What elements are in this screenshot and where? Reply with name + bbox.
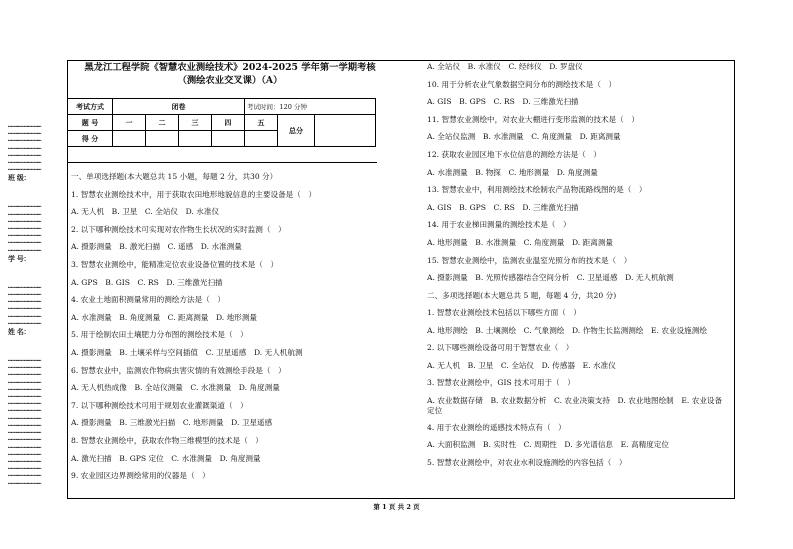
dot-line: ………………………… [8,420,42,428]
options: A. 大面积监测 B. 实时性 C. 周期性 D. 多光谱信息 E. 高精度定位 [427,440,669,450]
dot-line: ………………………… [8,471,42,479]
exam-time: 考试时间：120 分钟 [245,99,376,115]
score-field-5[interactable] [245,131,278,147]
page-number: 第 1 页 共 2 页 [373,503,420,511]
exam-title [75,61,385,87]
dot-line: ………………………… [8,231,42,239]
dot-line: ………………………… [8,143,42,151]
question: 7. 以下哪种测绘技术可用于规划农业灌溉渠道（ ） [71,400,248,410]
options: A. GPS B. GIS C. RS D. 三维激光扫描 [71,277,223,287]
dot-line: ………………………… [8,304,42,312]
dot-line: ………………………… [8,282,42,290]
section-heading-multi-choice: 二、多项选择题(本大题总共 5 题，每题 4 分，共20 分) [427,290,617,300]
left-column [71,168,381,485]
question: 8. 智慧农业测绘中，获取农作物三维模型的技术是（ ） [71,435,263,445]
options: A. 摄影测量 B. 三维激光扫描 C. 地形测量 D. 卫星遥感 [71,418,273,428]
total-score-field[interactable] [315,115,376,147]
question: 3. 智慧农业测绘中，GIS 技术可用于（ ） [427,378,575,388]
dot-line: ………………………… [8,449,42,457]
options: A. 无人机 B. 卫星 C. 全站仪 D. 传感器 E. 水准仪 [427,360,616,370]
question-number-label: 题 号 [68,115,113,131]
question: 4. 农业土地面积测量常用的测绘方法是（ ） [71,295,225,305]
dot-line: ………………………… [8,122,42,129]
dot-line: ………………………… [8,442,42,450]
class-label: 班 级： [8,173,31,183]
question-col-5: 五 [245,115,278,131]
dot-line: ………………………… [8,216,42,224]
header-separator [67,162,377,163]
options: A. 全站仪 B. 水准仪 C. 经纬仪 D. 罗盘仪 [427,62,583,71]
question: 14. 用于农业梯田测量的测绘技术是（ ） [427,220,571,230]
dot-line: ………………………… [8,399,42,407]
dot-line: ………………………… [8,238,42,246]
options: A. 地形测绘 B. 土壤测绘 C. 气象测绘 D. 作物生长监测测绘 E. 农业设施测绘 [427,325,707,335]
score-field-3[interactable] [179,131,212,147]
dot-line: ………………………… [8,456,42,464]
right-column [427,58,727,471]
binding-margin [8,122,58,486]
options: A. 地形测量 B. 水准测量 C. 角度测量 D. 距离测量 [427,237,614,247]
section-heading-single-choice: 一、单项选择题(本大题总共 15 小题，每题 2 分，共30 分） [71,172,278,181]
options: A. 农业数据存储 B. 农业数据分析 C. 农业决策支持 D. 农业地图绘制 E. 农业设备定位 [427,395,723,415]
dot-line: ………………………… [8,202,42,210]
question: 6. 智慧农业中，监测农作物病虫害灾情的有效测绘手段是（ ） [71,365,286,375]
question: 3. 智慧农业测绘中，能精准定位农业设备位置的技术是（ ） [71,259,279,269]
options: A. GIS B. GPS C. RS D. 三维激光扫描 [427,202,579,212]
dot-line: ………………………… [8,392,42,400]
dot-line: ………………………… [8,406,42,414]
question: 2. 以下哪种测绘技术可实现对农作物生长状况的实时监测（ ） [71,224,286,234]
dot-line: ………………………… [8,435,42,443]
dot-line: ………………………… [8,224,42,232]
dot-line: ………………………… [8,209,42,217]
dot-line: ………………………… [8,428,42,436]
dot-line: ………………………… [8,245,42,253]
options: A. 摄影测量 B. 光照传感器结合空间分析 C. 卫星遥感 D. 无人机航测 [427,273,674,283]
options: A. 水准测量 B. 角度测量 C. 距离测量 D. 地形测量 [71,312,258,322]
question: 11. 智慧农业测绘中，对农业大棚进行变形监测的技术是（ ） [427,114,639,124]
options: A. 摄影测量 B. 激光扫描 C. 遥感 D. 水准测量 [71,242,242,252]
options: A. 摄影测量 B. 土壤采样与空间插值 C. 卫星遥感 D. 无人机航测 [71,347,303,357]
dot-line: ………………………… [8,318,42,326]
question-col-4: 四 [212,115,245,131]
options: A. 无人机热成像 B. 全站仪测量 C. 水准测量 D. 角度测量 [71,383,280,393]
question: 4. 用于农业测绘的遥感技术特点有（ ） [427,422,566,432]
score-table [67,98,376,147]
student-id-label: 学 号： [8,253,31,263]
exam-mode-value: 闭卷 [113,99,245,115]
question: 1. 智慧农业测绘技术包括以下哪些方面（ ） [427,308,581,318]
question: 5. 智慧农业测绘中，对农业水利设施测绘的内容包括（ ） [427,457,627,467]
dot-line: ………………………… [8,136,42,144]
question: 12. 获取农业园区地下水位信息的测绘方法是（ ） [427,149,601,159]
question-col-2: 二 [146,115,179,131]
options: A. 激光扫描 B. GPS 定位 C. 水准测量 D. 角度测量 [71,453,261,463]
dot-line: ………………………… [8,363,42,371]
score-field-1[interactable] [113,131,146,147]
total-score-label: 总分 [278,115,315,147]
dot-line: ………………………… [8,384,42,392]
dot-line: ………………………… [8,129,42,137]
dot-line: ………………………… [8,413,42,421]
score-row-label: 得 分 [68,131,113,147]
question: 9. 农业园区边界测绘常用的仪器是（ ） [71,471,210,481]
dot-line: ………………………… [8,158,42,166]
score-field-2[interactable] [146,131,179,147]
question: 5. 用于绘制农田土壤肥力分布图的测绘技术是（ ） [71,330,248,340]
question: 2. 以下哪些测绘设备可用于智慧农业（ ） [427,342,574,352]
options: A. 无人机 B. 卫星 C. 全站仪 D. 水准仪 [71,207,220,217]
dot-line: ………………………… [8,478,42,486]
score-field-4[interactable] [212,131,245,147]
question: 10. 用于分析农业气象数据空间分布的测绘技术是（ ） [427,79,617,89]
question: 1. 智慧农业测绘技术中，用于获取农田地形地貌信息的主要设备是（ ） [71,189,317,199]
question-col-1: 一 [113,115,146,131]
question-col-3: 三 [179,115,212,131]
dot-line: ………………………… [8,377,42,385]
dot-line: ………………………… [8,370,42,378]
exam-title-line1: 黑龙江工程学院《智慧农业测绘技术》2024-2025 学年第一学期考核 [84,62,376,73]
name-label: 姓 名： [8,327,31,337]
exam-mode-label: 考试方式 [68,99,113,115]
dot-line: ………………………… [8,165,42,173]
dot-line: ………………………… [8,356,42,364]
dot-line: ………………………… [8,464,42,472]
options: A. GIS B. GPS C. RS D. 三维激光扫描 [427,97,579,107]
dot-line: ………………………… [8,150,42,158]
dot-line: ………………………… [8,311,42,319]
exam-title-line2: （测绘农业交叉课）（A） [177,75,283,86]
question: 13. 智慧农业中，利用测绘技术绘制农产品物流路线图的是（ ） [427,185,647,195]
question: 15. 智慧农业测绘中，监测农业温室光照分布的技术是（ ） [427,255,632,265]
dot-line: ………………………… [8,297,42,305]
dot-line: ………………………… [8,290,42,298]
options: A. 全站仪监测 B. 水准测量 C. 角度测量 D. 距离测量 [427,132,621,142]
options: A. 水准测量 B. 物探 C. 地形测量 D. 角度测量 [427,167,598,177]
